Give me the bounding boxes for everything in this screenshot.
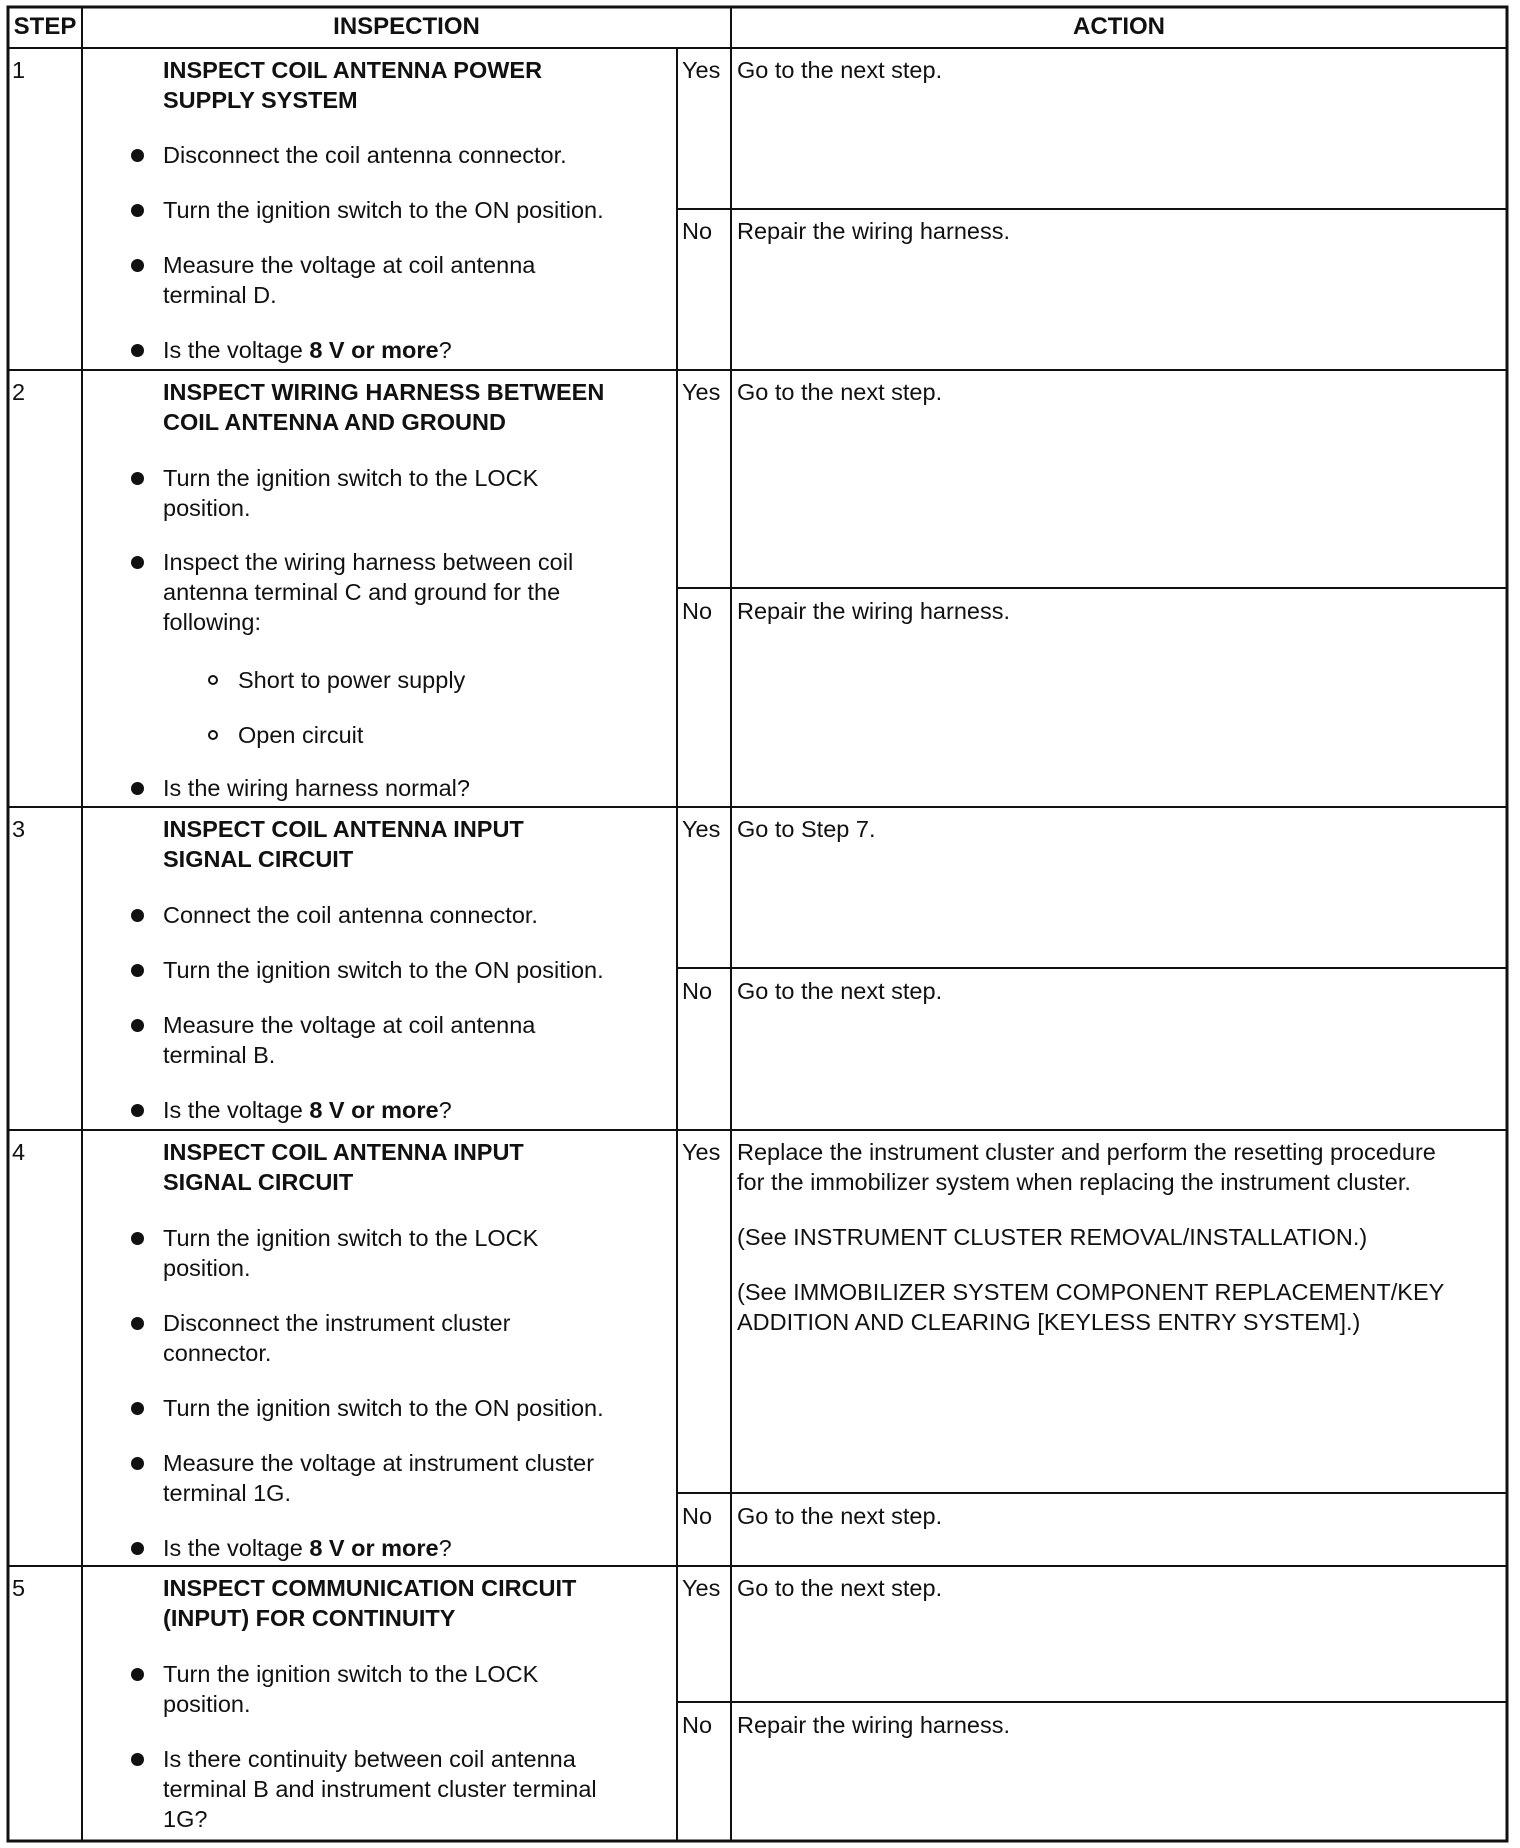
inspection-bullet-cont: position. (163, 495, 251, 521)
inspection-question: Is the voltage 8 V or more? (163, 1097, 452, 1123)
sub-bullet-icon (208, 730, 218, 740)
step-title: INSPECT WIRING HARNESS BETWEEN (163, 379, 605, 405)
bullet-icon (131, 782, 144, 795)
step-title: INSPECT COIL ANTENNA INPUT (163, 816, 524, 842)
yes-reference: (See INSTRUMENT CLUSTER REMOVAL/INSTALLATION.) (737, 1224, 1368, 1250)
sub-bullet-icon (208, 675, 218, 685)
yes-action: Go to Step 7. (737, 816, 876, 842)
step-number: 4 (12, 1139, 26, 1165)
step-title: (INPUT) FOR CONTINUITY (163, 1605, 456, 1631)
step-number: 2 (12, 379, 26, 405)
bullet-icon (131, 204, 144, 217)
no-label: No (682, 218, 713, 244)
no-label: No (682, 598, 713, 624)
header-action: ACTION (1073, 13, 1165, 40)
inspection-bullet-cont: terminal 1G. (163, 1480, 291, 1506)
inspection-bullet: Measure the voltage at coil antenna (163, 252, 536, 278)
yes-action: Go to the next step. (737, 1575, 943, 1601)
inspection-question: Is the voltage 8 V or more? (163, 337, 452, 363)
no-label: No (682, 1503, 713, 1529)
bullet-icon (131, 1104, 144, 1117)
bullet-icon (131, 1019, 144, 1032)
inspection-sub-bullet: Open circuit (238, 722, 364, 748)
header-inspection: INSPECTION (333, 13, 480, 40)
yes-label: Yes (682, 1139, 721, 1165)
bullet-icon (131, 1232, 144, 1245)
step-title: INSPECT COIL ANTENNA POWER (163, 57, 543, 83)
no-label: No (682, 1712, 713, 1738)
yes-action: Go to the next step. (737, 379, 943, 405)
inspection-bullet: Turn the ignition switch to the LOCK (163, 1661, 539, 1687)
yes-label: Yes (682, 816, 721, 842)
inspection-bullet: Measure the voltage at coil antenna (163, 1012, 536, 1038)
no-action: Repair the wiring harness. (737, 598, 1010, 624)
bullet-icon (131, 964, 144, 977)
inspection-bullet: Connect the coil antenna connector. (163, 902, 538, 928)
no-label: No (682, 978, 713, 1004)
inspection-bullet-cont: terminal B. (163, 1042, 276, 1068)
bullet-icon (131, 1542, 144, 1555)
step-title: COIL ANTENNA AND GROUND (163, 409, 506, 435)
inspection-bullet-cont: antenna terminal C and ground for the (163, 579, 561, 605)
inspection-bullet: Turn the ignition switch to the ON position. (163, 1395, 604, 1421)
bullet-icon (131, 1753, 144, 1766)
inspection-bullet: Turn the ignition switch to the LOCK (163, 1225, 539, 1251)
bullet-icon (131, 149, 144, 162)
step-title: INSPECT COMMUNICATION CIRCUIT (163, 1575, 577, 1601)
step-title: INSPECT COIL ANTENNA INPUT (163, 1139, 524, 1165)
step-number: 3 (12, 816, 26, 842)
yes-label: Yes (682, 57, 721, 83)
step-title: SIGNAL CIRCUIT (163, 1169, 354, 1195)
bullet-icon (131, 472, 144, 485)
yes-label: Yes (682, 379, 721, 405)
inspection-bullet: Turn the ignition switch to the ON position. (163, 197, 604, 223)
inspection-question: Is the wiring harness normal? (163, 775, 470, 801)
inspection-question-cont: 1G? (163, 1806, 208, 1832)
bullet-icon (131, 1402, 144, 1415)
inspection-bullet-cont: following: (163, 609, 261, 635)
yes-action: Go to the next step. (737, 57, 943, 83)
bullet-icon (131, 556, 144, 569)
inspection-bullet: Inspect the wiring harness between coil (163, 549, 574, 575)
inspection-bullet-cont: position. (163, 1255, 251, 1281)
yes-action-cont: for the immobilizer system when replacing the instrument cluster. (737, 1169, 1411, 1195)
inspection-sub-bullet: Short to power supply (238, 667, 466, 693)
bullet-icon (131, 909, 144, 922)
inspection-bullet: Turn the ignition switch to the LOCK (163, 465, 539, 491)
yes-reference-cont: ADDITION AND CLEARING [KEYLESS ENTRY SYSTEM].) (737, 1309, 1361, 1335)
inspection-bullet-cont: position. (163, 1691, 251, 1717)
inspection-bullet: Measure the voltage at instrument cluster (163, 1450, 595, 1476)
bullet-icon (131, 1317, 144, 1330)
inspection-question: Is the voltage 8 V or more? (163, 1535, 452, 1561)
bullet-icon (131, 344, 144, 357)
inspection-question-cont: terminal B and instrument cluster terminal (163, 1776, 597, 1802)
bullet-icon (131, 1668, 144, 1681)
yes-action: Replace the instrument cluster and perform the resetting procedure (737, 1139, 1436, 1165)
no-action: Repair the wiring harness. (737, 218, 1010, 244)
yes-reference: (See IMMOBILIZER SYSTEM COMPONENT REPLACEMENT/KEY (737, 1279, 1445, 1305)
inspection-bullet: Disconnect the instrument cluster (163, 1310, 511, 1336)
step-title: SIGNAL CIRCUIT (163, 846, 354, 872)
inspection-bullet: Disconnect the coil antenna connector. (163, 142, 567, 168)
bullet-icon (131, 1457, 144, 1470)
no-action: Repair the wiring harness. (737, 1712, 1010, 1738)
inspection-question: Is there continuity between coil antenna (163, 1746, 576, 1772)
bullet-icon (131, 259, 144, 272)
no-action: Go to the next step. (737, 978, 943, 1004)
inspection-bullet-cont: connector. (163, 1340, 272, 1366)
step-number: 5 (12, 1575, 26, 1601)
inspection-bullet: Turn the ignition switch to the ON position. (163, 957, 604, 983)
yes-label: Yes (682, 1575, 721, 1601)
step-title: SUPPLY SYSTEM (163, 87, 358, 113)
inspection-bullet-cont: terminal D. (163, 282, 277, 308)
header-step: STEP (13, 13, 77, 40)
no-action: Go to the next step. (737, 1503, 943, 1529)
step-number: 1 (12, 57, 26, 83)
